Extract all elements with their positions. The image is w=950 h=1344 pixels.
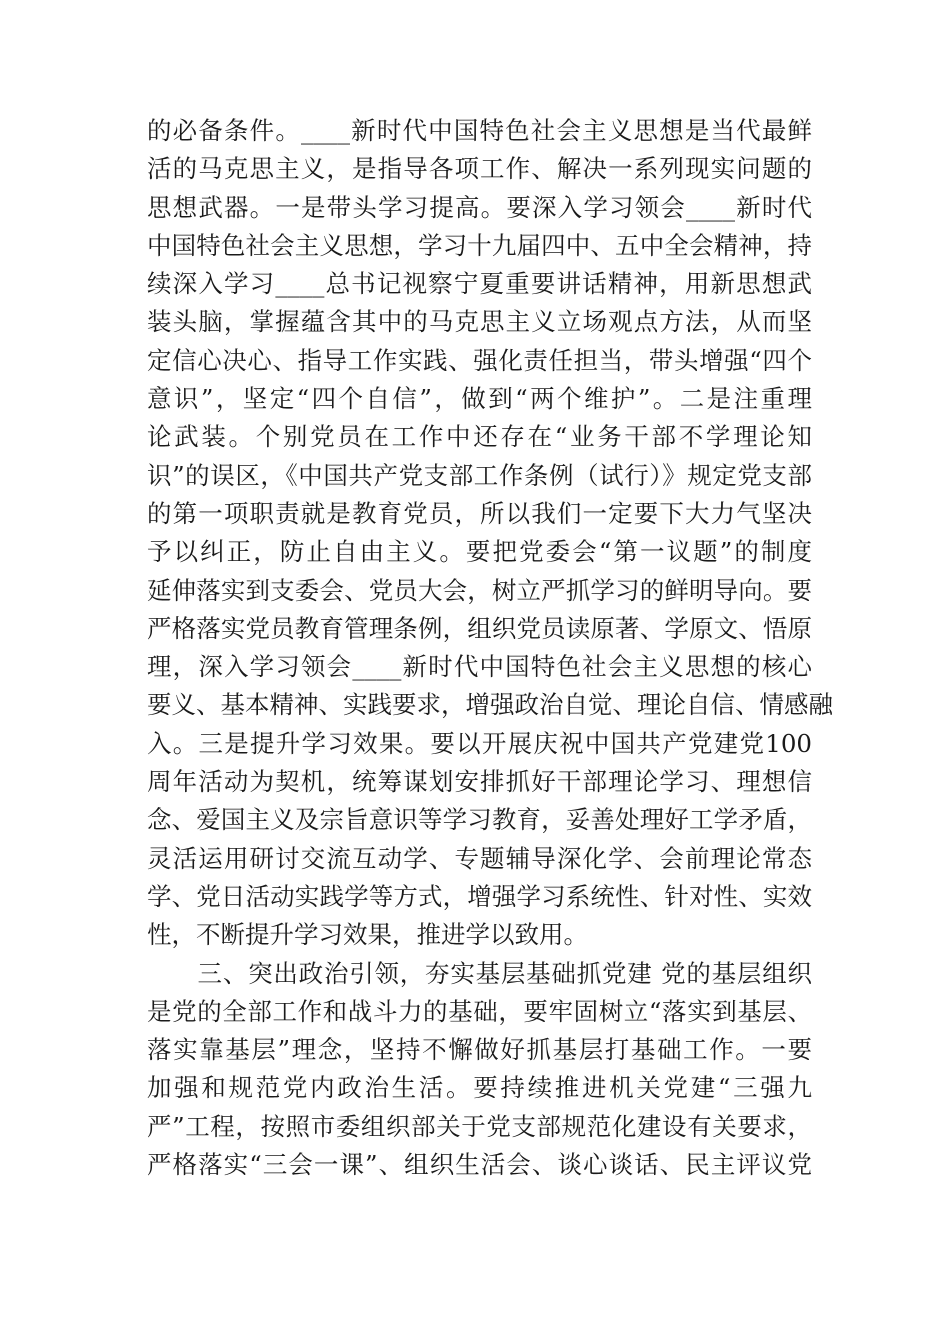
body-text <box>147 112 833 1184</box>
text-line: 予以纠正，防止自由主义。要把党委会“第一议题”的制度 <box>147 537 812 567</box>
text-line: 装头脑，掌握蕴含其中的马克思主义立场观点方法，从而坚 <box>147 307 812 337</box>
text-line: 入。三是提升学习效果。要以开展庆祝中国共产党建党100 <box>147 728 812 758</box>
text-line: 中国特色社会主义思想，学习十九届四中、五中全会精神，持 <box>147 230 812 260</box>
text-line: 识”的误区，《中国共产党支部工作条例（试行）》规定党支部 <box>147 460 812 490</box>
text-line: 落实靠基层”理念，坚持不懈做好抓基层打基础工作。一要 <box>147 1035 812 1065</box>
text-line: 的第一项职责就是教育党员，所以我们一定要下大力气坚决 <box>147 498 812 528</box>
text-line: 的必备条件。____新时代中国特色社会主义思想是当代最鲜 <box>147 116 812 145</box>
section-heading-line: 三、突出政治引领，夯实基层基础抓党建 党的基层组织 <box>147 958 812 988</box>
text-line: 严格落实“三会一课”、组织生活会、谈心谈话、民主评议党 <box>147 1150 812 1180</box>
text-line: 意识”，坚定“四个自信”，做到“两个维护”。二是注重理 <box>147 384 812 414</box>
text-line: 要义、基本精神、实践要求，增强政治自觉、理论自信、情感融 <box>147 690 833 720</box>
text-line: 续深入学习____总书记视察宁夏重要讲话精神，用新思想武 <box>147 269 812 299</box>
text-line: 活的马克思主义，是指导各项工作、解决一系列现实问题的 <box>147 154 812 184</box>
text-line: 论武装。个别党员在工作中还存在“业务干部不学理论知 <box>147 422 812 452</box>
text-line: 念、爱国主义及宗旨意识等学习教育，妥善处理好工学矛盾， <box>147 805 812 835</box>
text-line: 周年活动为契机，统筹谋划安排抓好干部理论学习、理想信 <box>147 767 812 797</box>
text-line: 思想武器。一是带头学习提高。要深入学习领会____新时代 <box>147 192 812 222</box>
text-line: 延伸落实到支委会、党员大会，树立严抓学习的鲜明导向。要 <box>147 575 812 605</box>
text-line: 学、党日活动实践学等方式，增强学习系统性、针对性、实效 <box>147 881 812 911</box>
text-line: 严格落实党员教育管理条例，组织党员读原著、学原文、悟原 <box>147 613 812 643</box>
text-line: 是党的全部工作和战斗力的基础，要牢固树立“落实到基层、 <box>147 996 812 1026</box>
text-line: 灵活运用研讨交流互动学、专题辅导深化学、会前理论常态 <box>147 843 812 873</box>
text-line: 加强和规范党内政治生活。要持续推进机关党建“三强九 <box>147 1073 812 1103</box>
text-line: 定信心决心、指导工作实践、强化责任担当，带头增强“四个 <box>147 345 812 375</box>
text-line: 严”工程，按照市委组织部关于党支部规范化建设有关要求， <box>147 1111 812 1141</box>
paragraph-end-line: 性，不断提升学习效果，推进学以致用。 <box>147 920 588 950</box>
text-line: 理，深入学习领会____新时代中国特色社会主义思想的核心 <box>147 652 812 682</box>
